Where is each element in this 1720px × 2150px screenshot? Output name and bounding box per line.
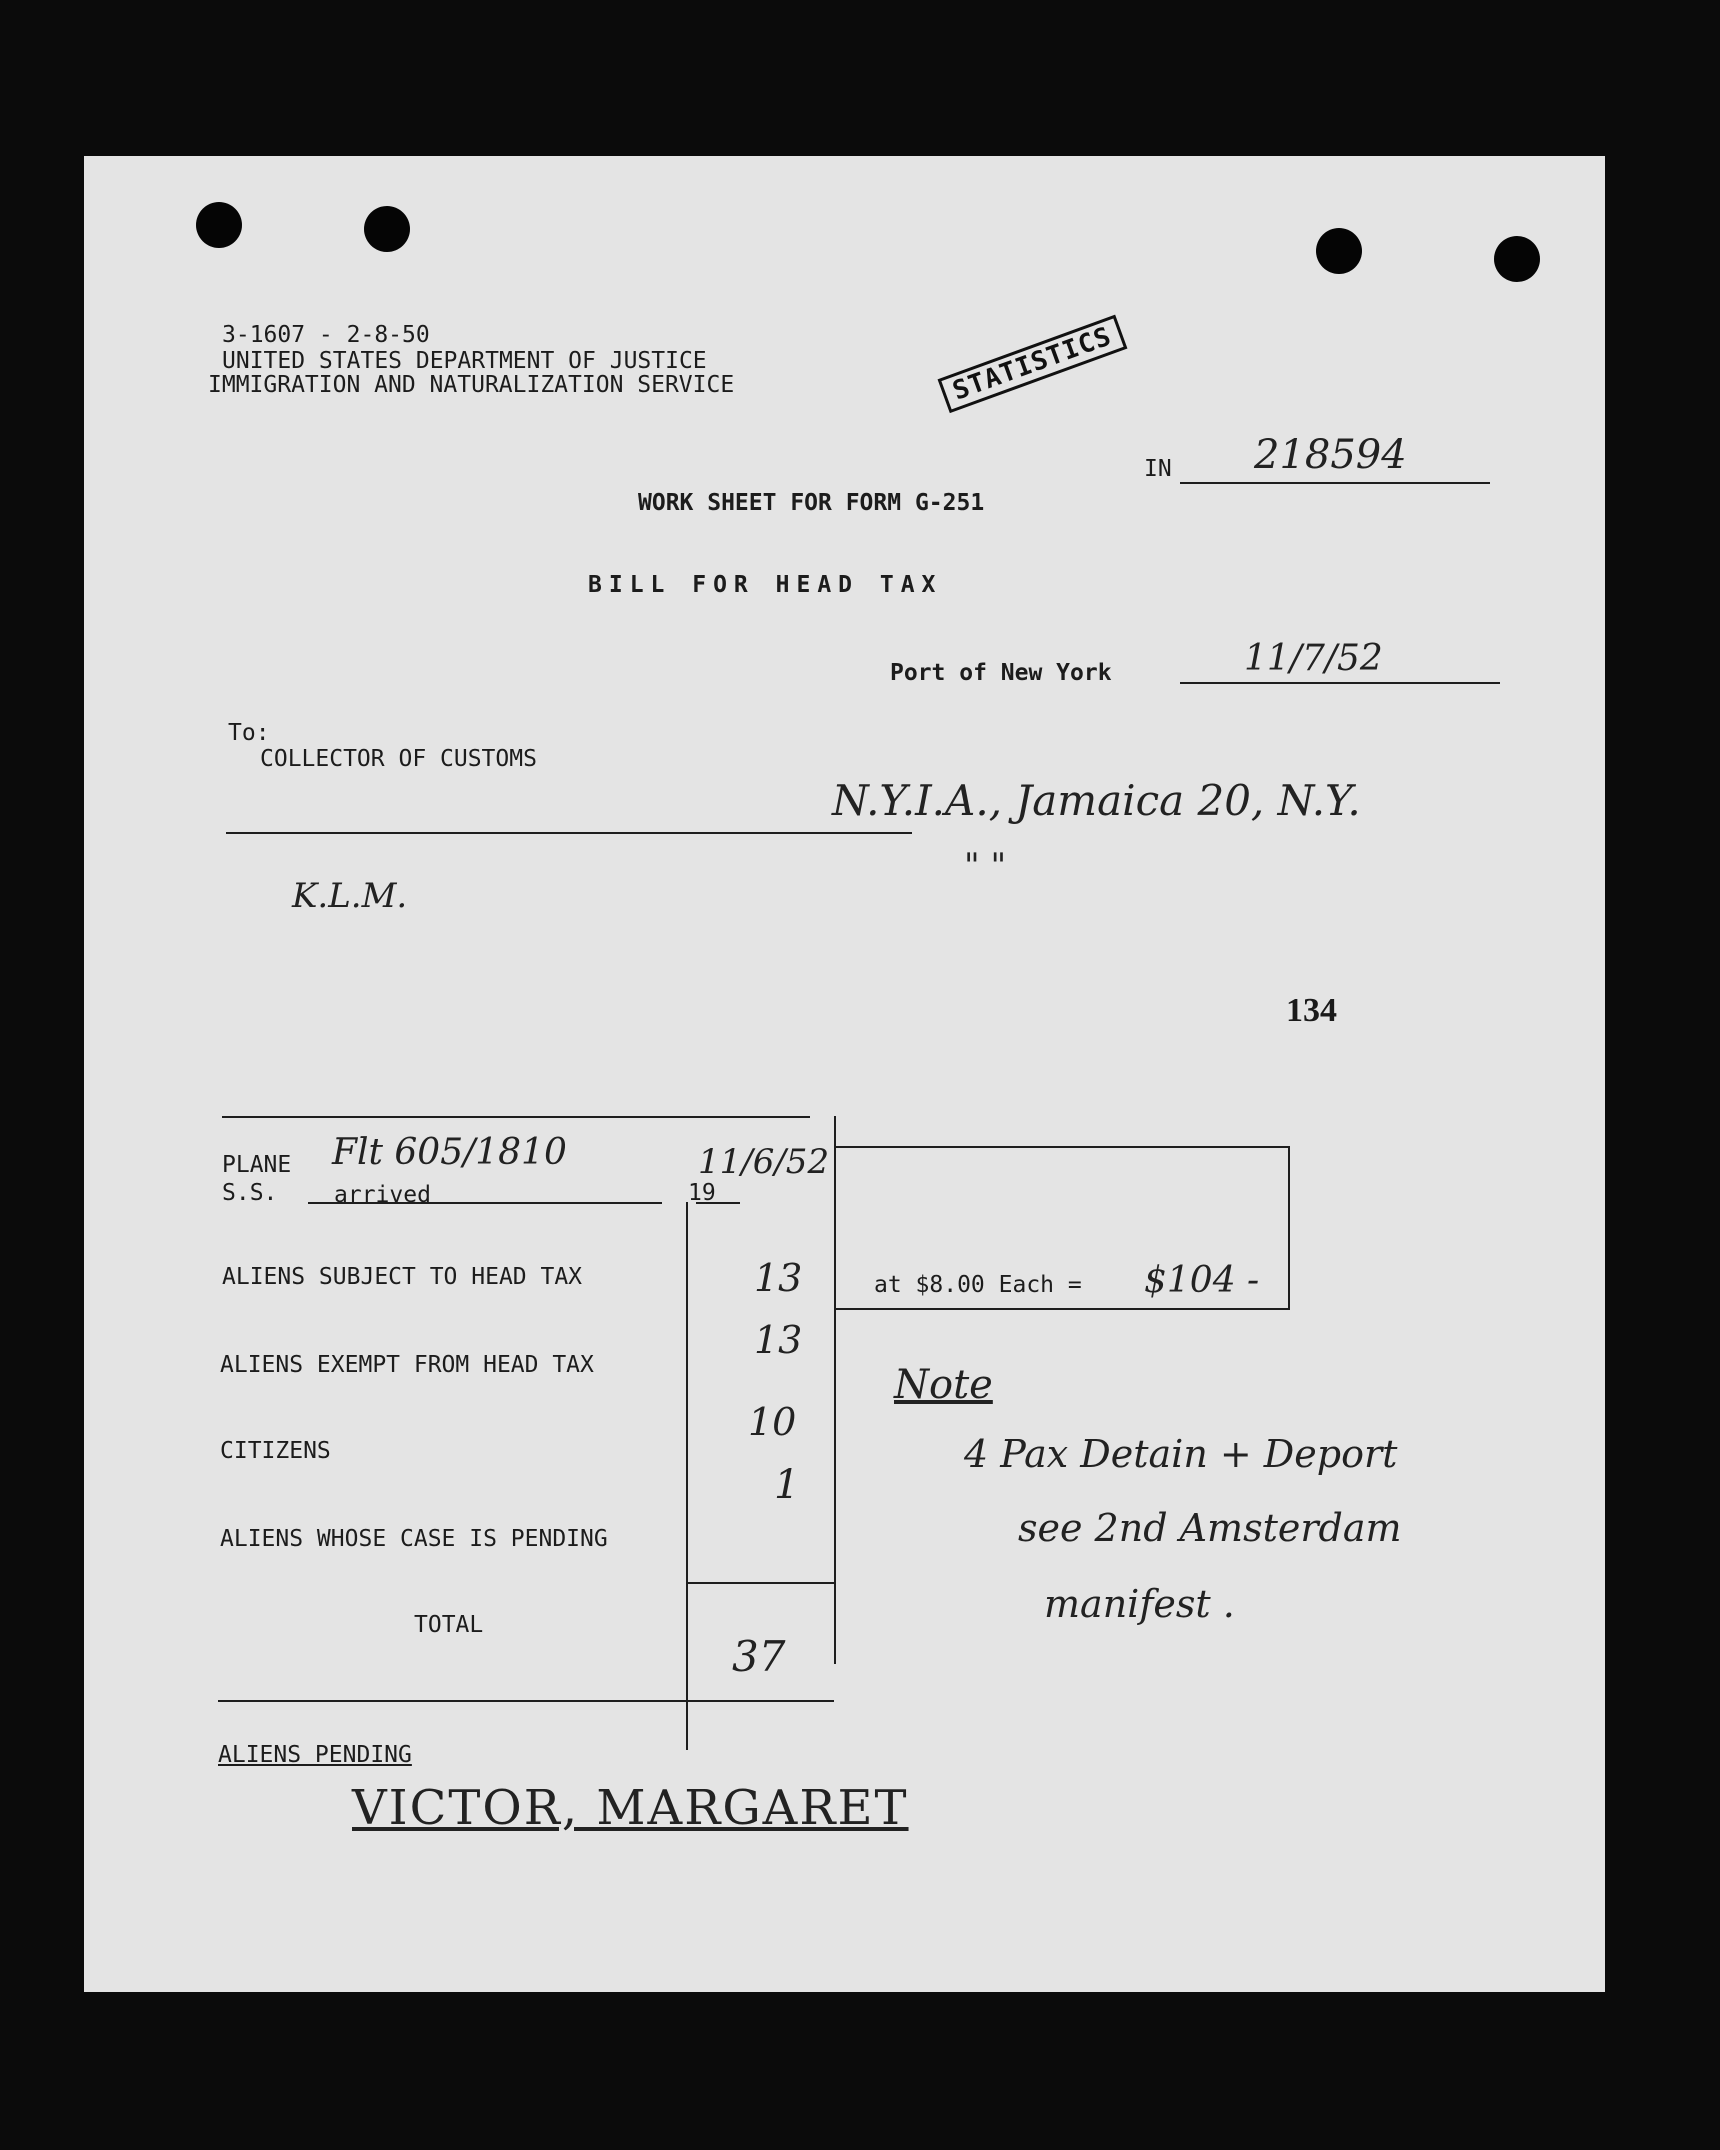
ditto-marks: " " xyxy=(964,846,1007,886)
bill-title: BILL FOR HEAD TAX xyxy=(588,572,943,598)
punch-hole xyxy=(196,202,242,248)
table-bottom-line xyxy=(218,1700,834,1702)
total-label: TOTAL xyxy=(414,1612,484,1638)
year-prefix: 19 xyxy=(688,1180,716,1206)
rate-box-bottom xyxy=(834,1308,1290,1310)
to-label: To: xyxy=(228,720,270,746)
note-heading: Note xyxy=(894,1362,993,1408)
punch-hole xyxy=(1316,228,1362,274)
aliens-pending-label: ALIENS PENDING xyxy=(218,1742,412,1768)
punch-hole xyxy=(364,206,410,252)
table-top-line xyxy=(222,1116,810,1118)
file-number-label: IN xyxy=(1144,456,1172,482)
page-number: 134 xyxy=(1286,992,1337,1029)
table-inner-vline xyxy=(686,1202,688,1750)
punch-hole xyxy=(1494,236,1540,282)
port-date: 11/7/52 xyxy=(1244,638,1383,679)
row-value-exempt: 13 xyxy=(754,1318,803,1362)
service-name: IMMIGRATION AND NATURALIZATION SERVICE xyxy=(208,372,735,398)
row-value-pending: 1 xyxy=(774,1462,800,1508)
rate-text: at $8.00 Each = xyxy=(874,1272,1082,1298)
rate-box-top xyxy=(834,1146,1288,1148)
table-outer-vline xyxy=(834,1116,836,1664)
department-name: UNITED STATES DEPARTMENT OF JUSTICE xyxy=(222,348,707,374)
collector-address-line xyxy=(226,832,912,834)
arrived-label: arrived xyxy=(334,1182,431,1208)
ss-label: S.S. xyxy=(222,1180,278,1206)
flight-number: Flt 605/1810 xyxy=(332,1132,567,1173)
statistics-stamp: STATISTICS xyxy=(938,315,1127,413)
plane-label: PLANE xyxy=(222,1152,292,1178)
file-number-underline xyxy=(1180,482,1490,484)
row-label-citizens: CITIZENS xyxy=(220,1438,331,1464)
port-label: Port of New York xyxy=(890,660,1112,686)
document-page xyxy=(84,156,1605,1992)
file-number-value: 218594 xyxy=(1254,432,1407,478)
row-value-citizens: 10 xyxy=(748,1400,797,1444)
collector-label: COLLECTOR OF CUSTOMS xyxy=(260,746,537,772)
carrier-name: K.L.M. xyxy=(292,876,408,916)
form-number: 3-1607 - 2-8-50 xyxy=(222,322,430,348)
total-separator-line xyxy=(686,1582,834,1584)
note-line-3: manifest . xyxy=(1044,1582,1235,1626)
collector-location: N.Y.I.A., Jamaica 20, N.Y. xyxy=(832,776,1361,825)
row-label-pending: ALIENS WHOSE CASE IS PENDING xyxy=(220,1526,608,1552)
total-value: 37 xyxy=(732,1632,786,1681)
pending-alien-name: VICTOR, MARGARET xyxy=(352,1780,909,1836)
port-date-underline xyxy=(1180,682,1500,684)
tax-amount: $104 - xyxy=(1144,1260,1260,1301)
note-line-2: see 2nd Amsterdam xyxy=(1018,1506,1402,1550)
row-label-exempt: ALIENS EXEMPT FROM HEAD TAX xyxy=(220,1352,594,1378)
flight-date: 11/6/52 xyxy=(698,1142,830,1182)
worksheet-title: WORK SHEET FOR FORM G-251 xyxy=(638,490,985,516)
rate-box-right xyxy=(1288,1146,1290,1310)
note-line-1: 4 Pax Detain + Deport xyxy=(964,1432,1398,1476)
row-value-subject: 13 xyxy=(754,1256,803,1300)
row-label-subject: ALIENS SUBJECT TO HEAD TAX xyxy=(222,1264,583,1290)
